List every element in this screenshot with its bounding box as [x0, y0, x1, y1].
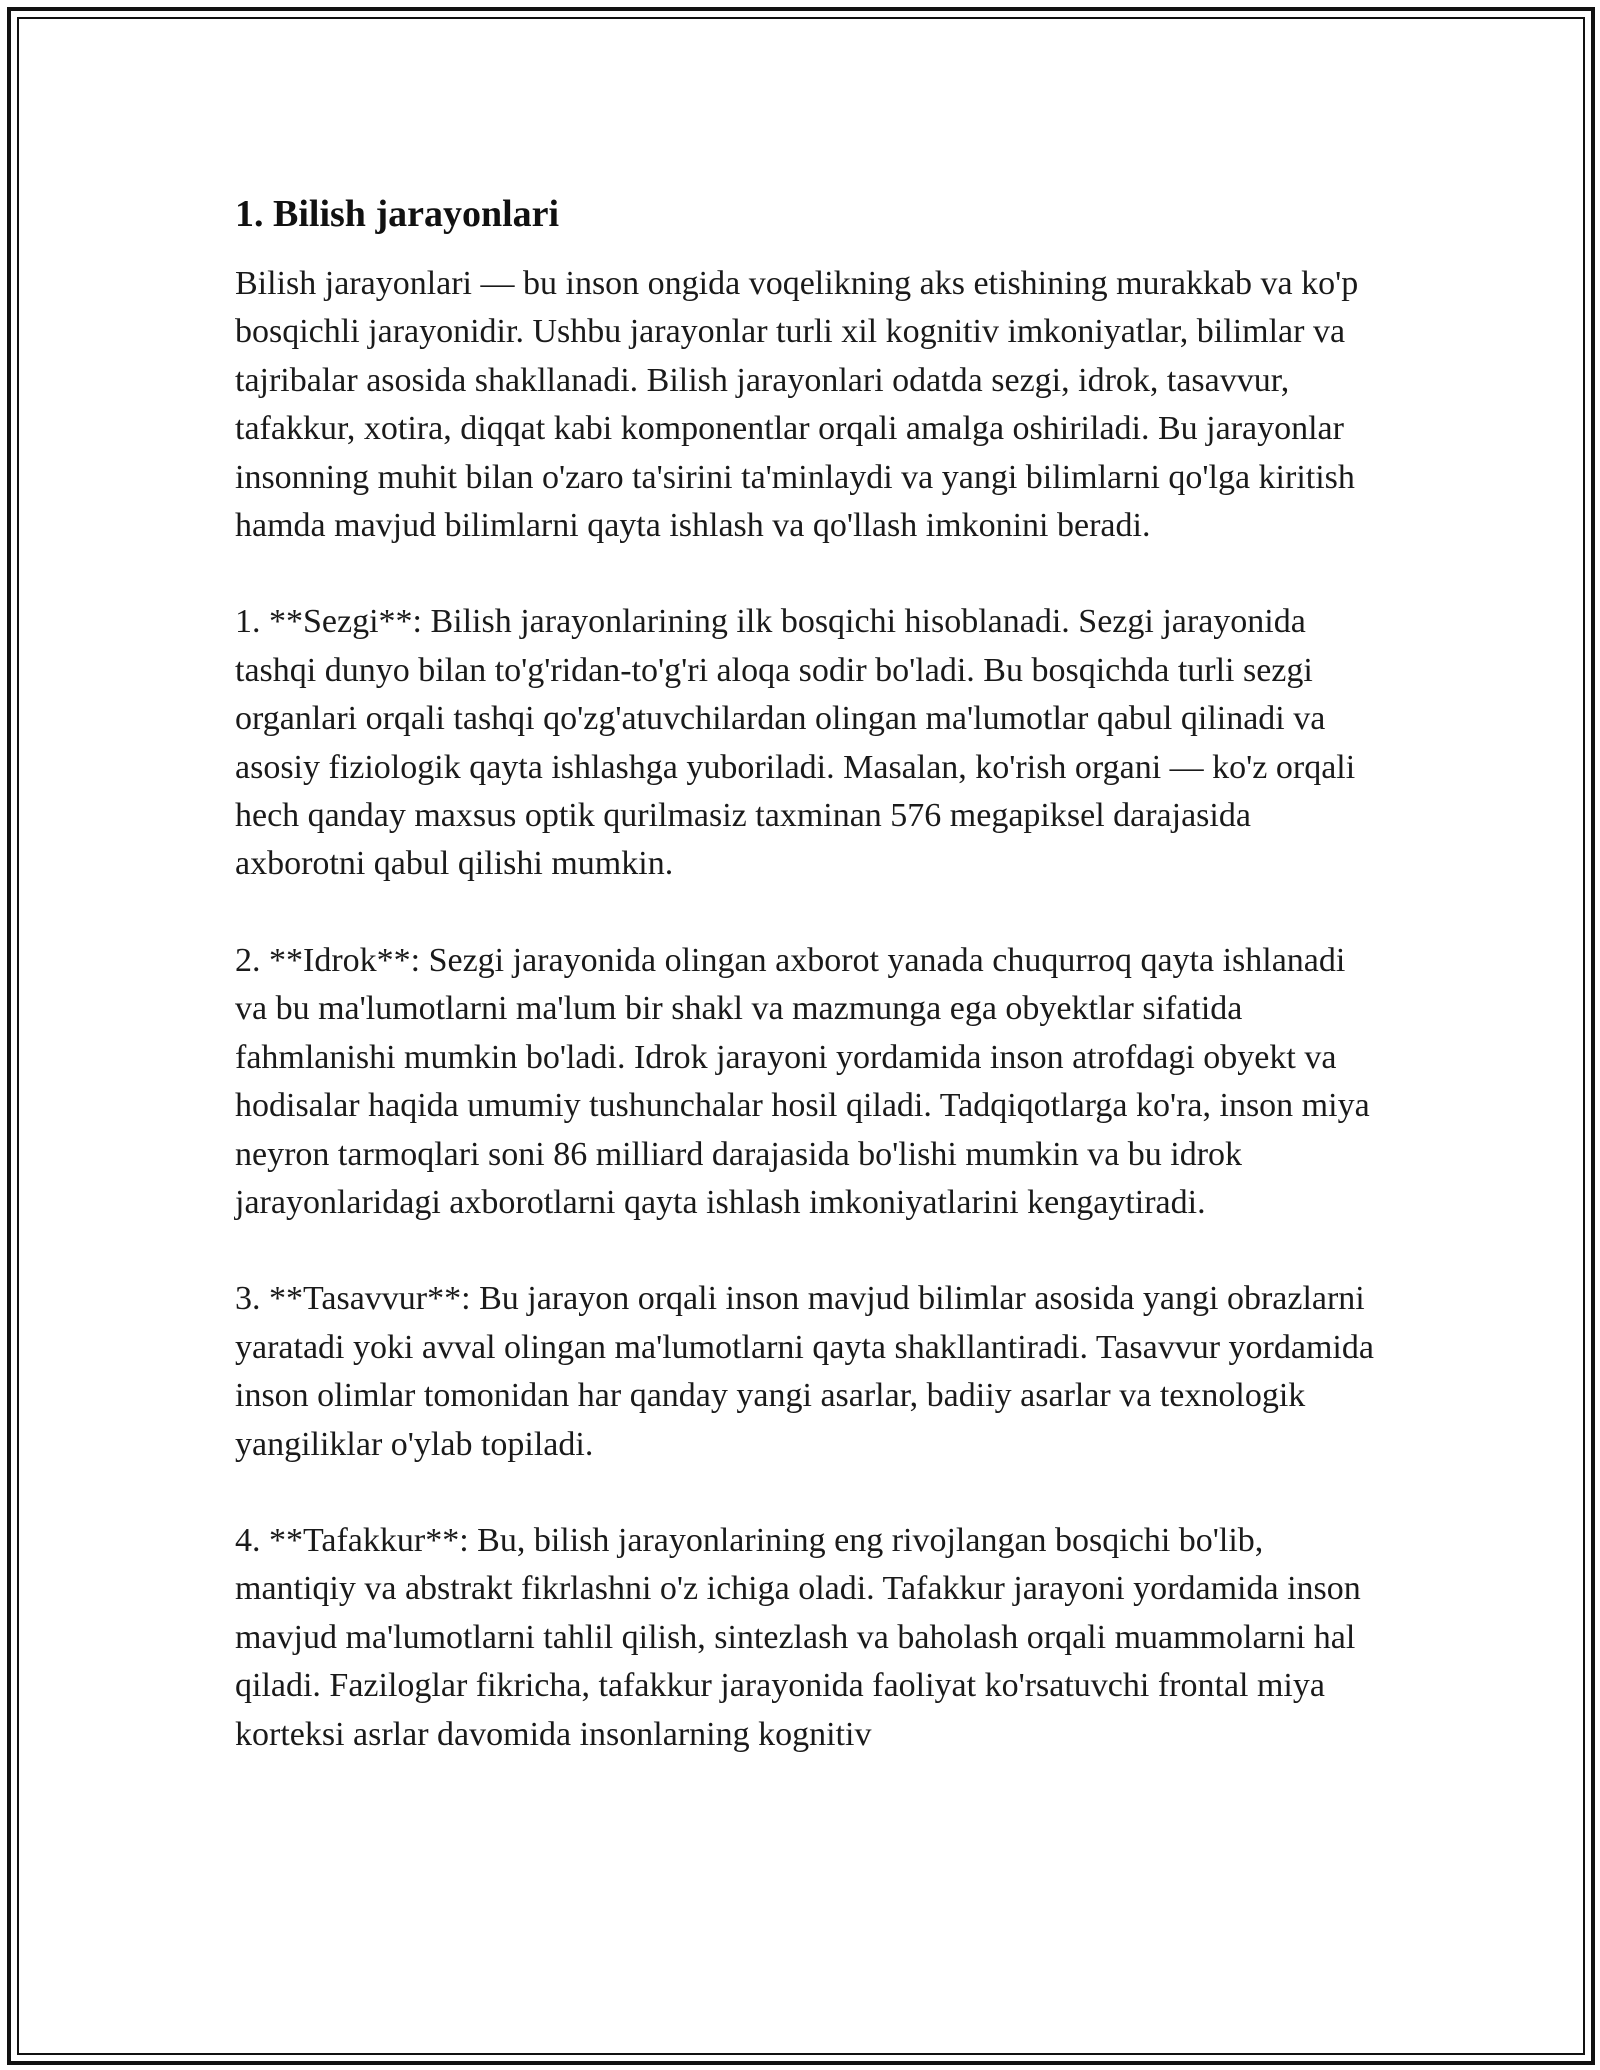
paragraph-idrok: 2. **Idrok**: Sezgi jarayonida olingan axborot yanada chuqurroq qayta ishlanadi va bu ma'lumotlarni ma'lum bir shakl va mazmunga ega obyektlar sifatida fahmlanishi mumkin bo'ladi. Idrok jarayoni yordamida inson atrofdagi obyekt va hodisalar haqida umumiy tushunchalar hosil qiladi. Tadqiqotlarga ko'ra, inson miya neyron tarmoqlari soni 86 milliard darajasida bo'lishi mumkin va bu idrok jarayonlaridagi axborotlarni qayta ishlash imkoniyatlarini kengaytiradi.: [235, 941, 1370, 1221]
paragraph-sezgi: 1. **Sezgi**: Bilish jarayonlarining ilk bosqichi hisoblanadi. Sezgi jarayonida tashqi dunyo bilan to'g'ridan-to'g'ri aloqa sodir bo'ladi. Bu bosqichda turli sezgi organlari orqali tashqi qo'zg'atuvchilardan olingan ma'lumotlar qabul qilinadi va asosiy fiziologik qayta ishlashga yuboriladi. Masalan, ko'rish organi — ko'z orqali hech qanday maxsus optik qurilmasiz taxminan 576 megapiksel darajasida axborotni qabul qilishi mumkin.: [235, 603, 1356, 883]
intro-paragraph: Bilish jarayonlari — bu inson ongida voqelikning aks etishining murakkab va ko'p bosqichli jarayonidir. Ushbu jarayonlar turli xil kognitiv imkoniyatlar, bilimlar va tajribalar asosida shakllanadi. Bilish jarayonlari odatda sezgi, idrok, tasavvur, tafakkur, xotira, diqqat kabi komponentlar orqali amalga oshiriladi. Bu jarayonlar insonning muhit bilan o'zaro ta'sirini ta'minlaydi va yangi bilimlarni qo'lga kiritish hamda mavjud bilimlarni qayta ishlash va qo'llash imkonini beradi.: [235, 265, 1359, 545]
document-body: [235, 188, 1375, 1759]
section-heading: 1. Bilish jarayonlari: [235, 193, 560, 235]
paragraph-tafakkur: 4. **Tafakkur**: Bu, bilish jarayonlarining eng rivojlangan bosqichi bo'lib, mantiqiy va abstrakt fikrlashni o'z ichiga oladi. Tafakkur jarayoni yordamida inson mavjud ma'lumotlarni tahlil qilish, sintezlash va baholash orqali muammolarni hal qiladi. Faziloglar fikricha, tafakkur jarayonida faoliyat ko'rsatuvchi frontal miya korteksi asrlar davomida insonlarning kognitiv: [235, 1521, 1361, 1753]
paragraph-tasavvur: 3. **Tasavvur**: Bu jarayon orqali inson mavjud bilimlar asosida yangi obrazlarni yaratadi yoki avval olingan ma'lumotlarni qayta shakllantiradi. Tasavvur yordamida inson olimlar tomonidan har qanday yangi asarlar, badiiy asarlar va texnologik yangiliklar o'ylab topiladi.: [235, 1280, 1374, 1463]
